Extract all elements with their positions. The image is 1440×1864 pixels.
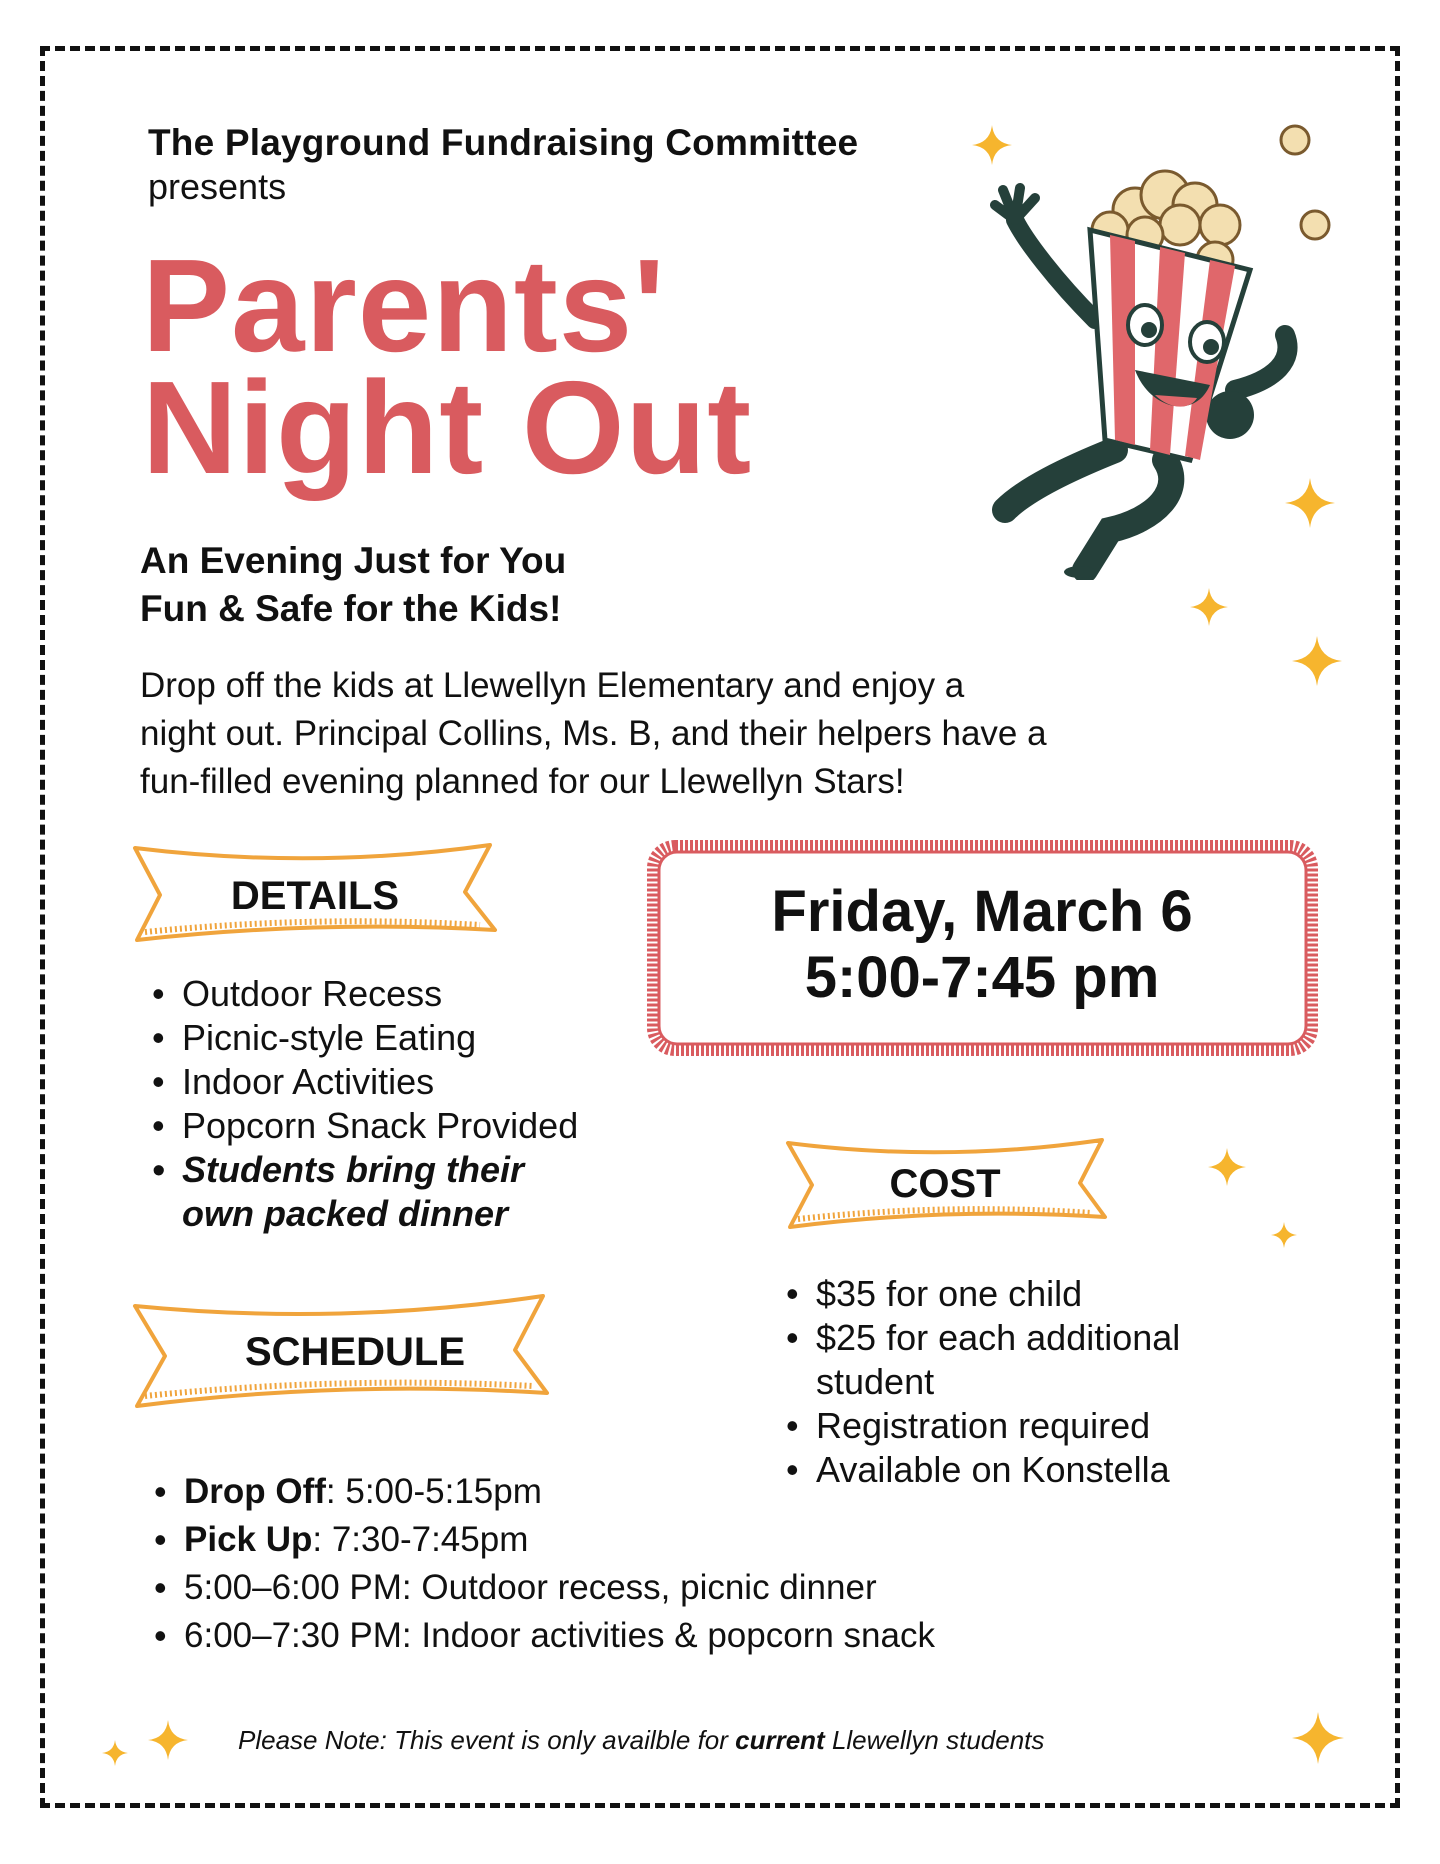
subtitle-line-1: An Evening Just for You <box>140 540 567 581</box>
emphasis-line-2: own packed dinner <box>182 1193 509 1234</box>
description-line: Drop off the kids at Llewellyn Elementary and enjoy a <box>140 666 965 705</box>
sparkle-star-icon <box>1292 636 1342 686</box>
list-item: • Available on Konstella <box>782 1448 1180 1492</box>
list-item: • Registration required <box>782 1404 1180 1448</box>
dropoff-time: : 5:00-5:15pm <box>325 1472 542 1511</box>
sparkle-star-icon <box>1190 588 1228 626</box>
event-time: 5:00-7:45 pm <box>804 945 1160 1010</box>
list-item-emphasis <box>148 1148 578 1236</box>
emphasis-line-1: Students bring their <box>182 1149 524 1190</box>
note-text-after: Llewellyn students <box>824 1725 1045 1755</box>
schedule-heading: SCHEDULE <box>244 1330 466 1374</box>
description-line: fun-filled evening planned for our Llewellyn Stars! <box>140 762 905 801</box>
event-description <box>140 662 1240 806</box>
cost-list <box>782 1272 1180 1492</box>
details-heading: DETAILS <box>230 874 400 918</box>
dropoff-label: Drop Off <box>184 1472 326 1511</box>
note-emphasis: current <box>735 1725 825 1755</box>
presents-text: presents <box>148 166 287 207</box>
event-date-box <box>652 845 1312 1045</box>
list-item <box>782 1316 1180 1404</box>
list-item <box>150 1516 935 1564</box>
details-list <box>148 972 578 1236</box>
sparkle-star-icon <box>148 1720 188 1760</box>
description-line: night out. Principal Collins, Ms. B, and their helpers have a <box>140 714 1047 753</box>
list-item: • 6:00–7:30 PM: Indoor activities & popcorn snack <box>150 1612 935 1660</box>
list-item: • Outdoor Recess <box>148 972 578 1016</box>
pickup-label: Pick Up <box>184 1520 313 1559</box>
pickup-time: : 7:30-7:45pm <box>312 1520 529 1559</box>
list-item: • Picnic-style Eating <box>148 1016 578 1060</box>
sparkle-star-icon <box>1292 1712 1344 1764</box>
cost-item-2-line-2: student <box>816 1361 935 1402</box>
sparkle-star-icon <box>102 1740 128 1766</box>
title-line-2: Night Out <box>142 354 753 501</box>
subtitle-line-2: Fun & Safe for the Kids! <box>140 588 562 629</box>
list-item: • Indoor Activities <box>148 1060 578 1104</box>
presenter-name: The Playground Fundraising Committee <box>148 122 859 163</box>
cost-heading: COST <box>889 1162 1001 1206</box>
sparkle-star-icon <box>1285 478 1335 528</box>
list-item <box>150 1468 935 1516</box>
footer-note <box>238 1725 1238 1756</box>
list-item: • Popcorn Snack Provided <box>148 1104 578 1148</box>
note-text-before: Please Note: This event is only availble for <box>238 1725 736 1755</box>
schedule-list <box>150 1468 935 1660</box>
sparkle-star-icon <box>972 125 1012 165</box>
sparkle-star-icon <box>1208 1148 1246 1186</box>
cost-item-2-line-1: $25 for each additional <box>816 1317 1181 1358</box>
sparkle-star-icon <box>1271 1222 1297 1248</box>
event-date: Friday, March 6 <box>771 879 1193 944</box>
title-line-1: Parents' <box>142 232 666 379</box>
list-item: • $35 for one child <box>782 1272 1180 1316</box>
list-item: • 5:00–6:00 PM: Outdoor recess, picnic dinner <box>150 1564 935 1612</box>
